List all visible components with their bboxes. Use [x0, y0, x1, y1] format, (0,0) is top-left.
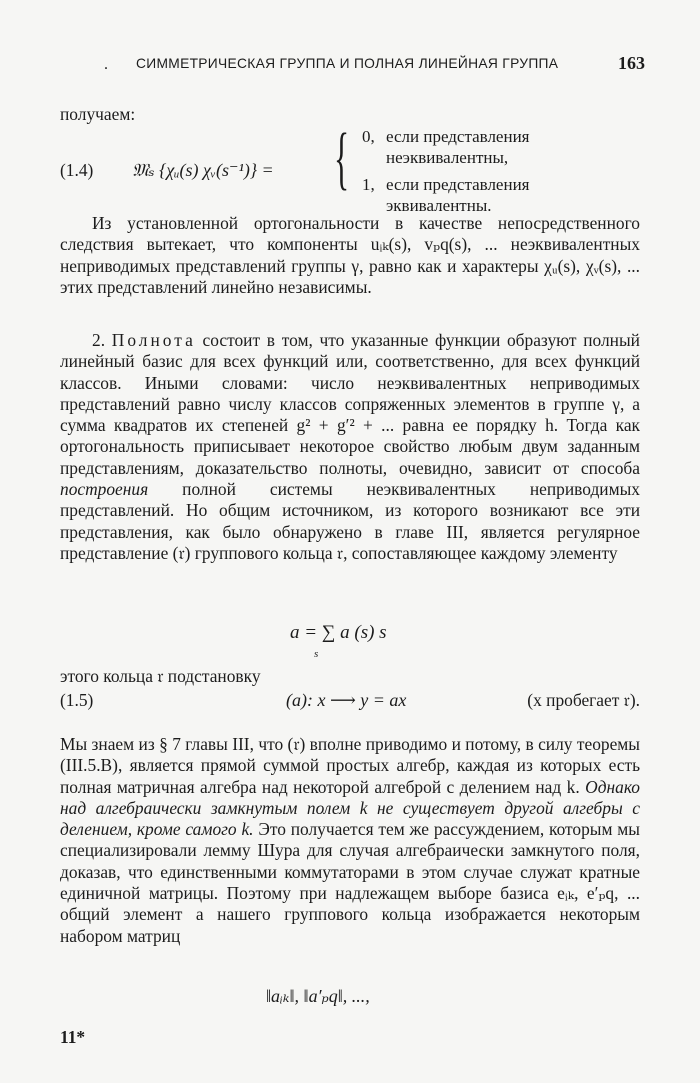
paragraph-completeness: [60, 330, 640, 564]
case-2-value: 1,: [362, 175, 375, 194]
equation-note: (x пробегает 𝔯).: [527, 690, 640, 710]
case-2: [362, 174, 530, 216]
intro-text: получаем:: [60, 104, 136, 124]
sum-subscript: s: [314, 648, 319, 660]
header-mark: .: [104, 56, 108, 73]
case-2-text: если представления: [386, 175, 530, 194]
equation-label: (1.5): [60, 690, 94, 710]
ring-line: этого кольца 𝔯 подстановку: [60, 666, 261, 686]
left-brace: {: [334, 120, 350, 197]
case-1: [362, 126, 530, 168]
equation-sum: [290, 622, 387, 660]
para3-text-b: Это получается тем же рассуждением, которым мы специализировали лемму Шура для случая алгебраически замкнутого поля, доказав, что единственными коммутаторами в этом случае служат кратные единичной матрицы. Поэтому при надлежащем выборе базиса eᵢₖ, e′ₚq, ... общий элемент a нашего группового кольца изображается некоторым набором матриц: [60, 819, 640, 946]
para2-spaced-word: Полнота: [111, 330, 196, 350]
para2-number: 2.: [92, 330, 106, 350]
paragraph-orthogonality: Из установленной ортогональности в качестве непосредственного следствия вытекает, что компоненты uᵢₖ(s), vₚq(s), ... неэквивалентных неприводимых представлений группы γ, равно как и характеры χᵤ(s), χᵥ(s), ... этих представлений линейно независимы.: [60, 213, 640, 297]
equation-lhs: 𝔐ₛ {χᵤ(s) χᵥ(s⁻¹)} =: [132, 160, 274, 180]
page-number: 163: [618, 53, 645, 73]
case-2-text-cont: эквивалентны.: [386, 196, 492, 215]
equation-label: (1.4): [60, 160, 94, 180]
sum-expression: a = ∑ a (s) s: [290, 622, 387, 643]
matrices-formula: ‖aᵢₖ‖, ‖a′ₚq‖, ...,: [266, 986, 370, 1006]
para3-emphasis: Однако над алгебраически замкнутым полем k не существует другой алгебры с делением, кроме самого k.: [60, 776, 640, 840]
para2-emphasis: построения: [60, 479, 149, 500]
para2-text-b: полной системы неэквивалентных неприводимых представлений. Но общим источником, из которого возникают все эти представления, как было обнаружено в главе III, является регулярное представление (𝔯) группового кольца 𝔯, сопоставляющее каждому элементу: [60, 479, 640, 563]
case-1-text-cont: неэквивалентны,: [386, 148, 509, 167]
paragraph-regular: [60, 734, 640, 947]
equation-map: (a): x ⟶ y = ax: [286, 690, 407, 710]
para2-text-a: состоит в том, что указанные функции образуют полный линейный базис для всех функций или, соответственно, для всех функций классов. Иными словами: число неэквивалентных неприводимых представлений равно числу классов сопряженных элементов в группе γ, а сумма квадратов их степеней g² + g′² + ... равна ее порядку h. Тогда как ортогональность приписывает некоторое свойство любым двум заданным представлениям, доказательство полноты, очевидно, зависит от способа: [60, 330, 640, 478]
signature-mark: 11*: [60, 1027, 86, 1047]
running-header: [60, 52, 645, 78]
case-1-value: 0,: [362, 127, 375, 146]
para3-text-a: Мы знаем из § 7 главы III, что (𝔯) вполне приводимо и потому, в силу теоремы (III.5.B), является прямой суммой простых алгебр, каждая из которых есть полная матричная алгебра над некоторой алгеброй с делением над k.: [60, 734, 640, 797]
case-1-text: если представления: [386, 127, 530, 146]
header-title: СИММЕТРИЧЕСКАЯ ГРУППА И ПОЛНАЯ ЛИНЕЙНАЯ ГРУППА: [136, 56, 559, 71]
